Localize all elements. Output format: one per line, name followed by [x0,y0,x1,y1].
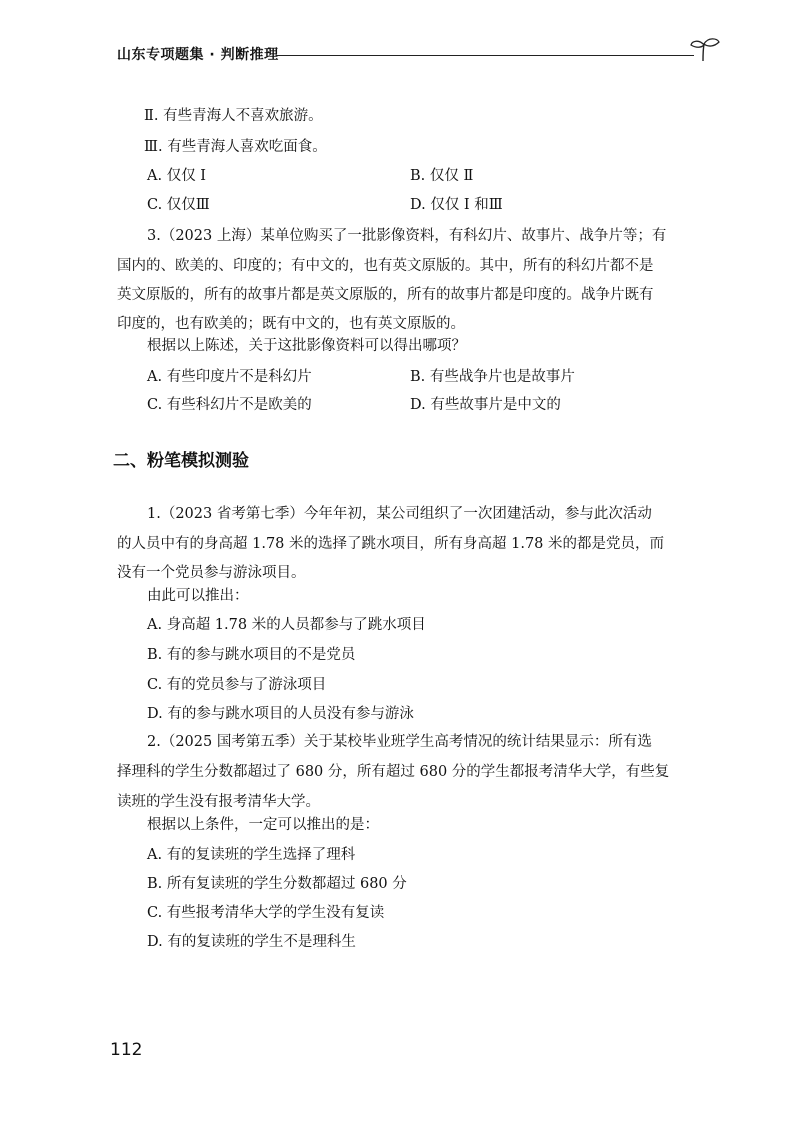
option-c: C. 仅仅Ⅲ [147,197,210,213]
s2q1-text-line: 的人员中有的身高超 1.78 米的选择了跳水项目，所有身高超 1.78 米的都是党员，而 [117,536,665,552]
q3-question: 根据以上陈述，关于这批影像资料可以得出哪项？ [147,338,466,354]
section-heading: 二、粉笔模拟测验 [113,451,249,471]
s2q1-text-line: 1.（2023 省考第七季）今年年初，某公司组织了一次团建活动，参与此次活动 [147,506,652,522]
statement-ii: Ⅱ. 有些青海人不喜欢旅游。 [144,108,323,124]
s2q1-option-d: D. 有的参与跳水项目的人员没有参与游泳 [147,706,414,722]
option-a: A. 仅仅 Ⅰ [147,168,207,184]
s2q1-option-a: A. 身高超 1.78 米的人员都参与了跳水项目 [147,617,426,633]
s2q1-option-b: B. 有的参与跳水项目的不是党员 [147,647,356,663]
q3-text-line: 3.（2023 上海）某单位购买了一批影像资料，有科幻片、故事片、战争片等；有 [147,228,667,244]
sprout-icon [688,36,722,62]
s2q1-text-line: 没有一个党员参与游泳项目。 [117,565,306,581]
s2q1-option-c: C. 有的党员参与了游泳项目 [147,677,327,693]
s2q2-option-c: C. 有些报考清华大学的学生没有复读 [147,905,385,921]
page-number: 112 [110,1040,143,1060]
s2q2-text-line: 2.（2025 国考第五季）关于某校毕业班学生高考情况的统计结果显示：所有选 [147,734,652,750]
q3-text-line: 国内的、欧美的、印度的；有中文的，也有英文原版的。其中，所有的科幻片都不是 [117,258,654,274]
q3-text-line: 英文原版的，所有的故事片都是英文原版的，所有的故事片都是印度的。战争片既有 [117,287,654,303]
s2q1-question: 由此可以推出： [147,588,249,604]
q3-text-line: 印度的，也有欧美的；既有中文的，也有英文原版的。 [117,316,465,332]
running-header-title: 山东专项题集 · 判断推理 [117,47,279,63]
s2q2-question: 根据以上条件，一定可以推出的是： [147,817,379,833]
s2q2-text-line: 择理科的学生分数都超过了 680 分，所有超过 680 分的学生都报考清华大学，有些复 [117,764,670,780]
option-d: D. 仅仅 Ⅰ 和Ⅲ [410,197,503,213]
s2q2-option-b: B. 所有复读班的学生分数都超过 680 分 [147,876,407,892]
s2q2-option-d: D. 有的复读班的学生不是理科生 [147,934,356,950]
statement-iii: Ⅲ. 有些青海人喜欢吃面食。 [144,139,327,155]
q3-option-c: C. 有些科幻片不是欧美的 [147,397,312,413]
q3-option-a: A. 有些印度片不是科幻片 [147,369,312,385]
q3-option-d: D. 有些故事片是中文的 [410,397,561,413]
s2q2-text-line: 读班的学生没有报考清华大学。 [117,794,320,810]
s2q2-option-a: A. 有的复读班的学生选择了理科 [147,847,356,863]
q3-option-b: B. 有些战争片也是故事片 [410,369,575,385]
option-b: B. 仅仅 Ⅱ [410,168,474,184]
header-rule [276,55,694,56]
